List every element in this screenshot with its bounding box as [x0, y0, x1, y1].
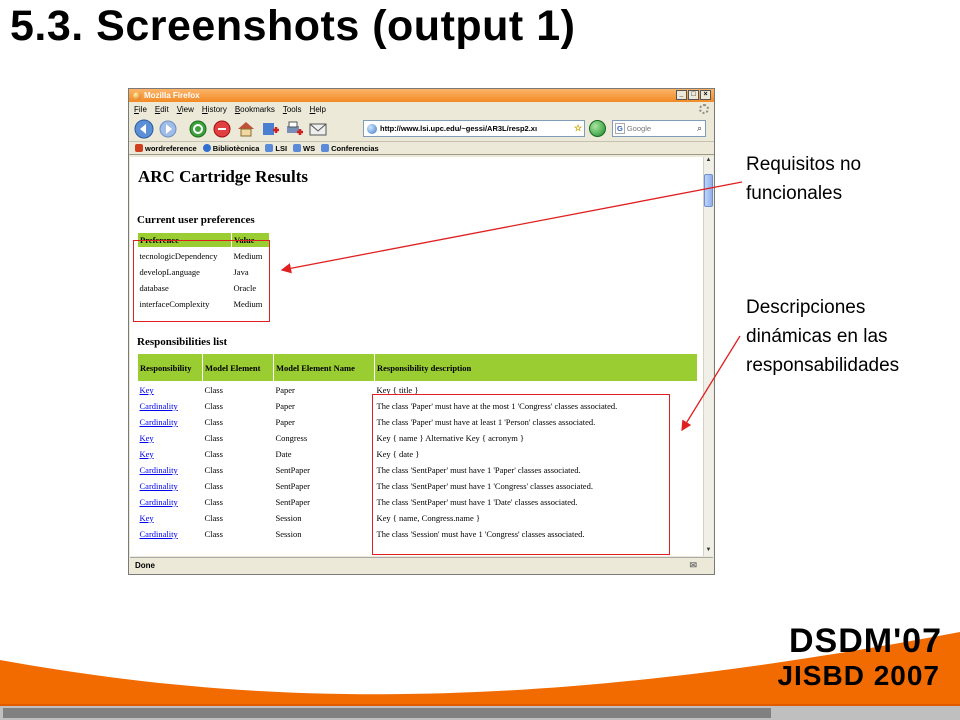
annotation-line: dinámicas en las — [746, 326, 888, 347]
annotation-line: funcionales — [746, 183, 843, 204]
arrow-to-descriptions — [682, 336, 740, 430]
model-element-cell: Class — [204, 448, 223, 459]
model-element-name-cell: SentPaper — [275, 480, 310, 491]
menu-file[interactable]: File — [134, 104, 147, 114]
menu-help[interactable]: Help — [309, 104, 327, 114]
model-element-name-cell: SentPaper — [275, 496, 310, 507]
menu-history[interactable]: History — [201, 104, 227, 114]
responsibility-link[interactable]: Cardinality — [139, 464, 178, 475]
page-title: ARC Cartridge Results — [138, 167, 308, 186]
model-element-cell: Class — [204, 512, 223, 523]
column-header: Value — [232, 233, 270, 248]
responsibility-link[interactable]: Cardinality — [139, 496, 178, 507]
bookmark-label: WS — [303, 143, 316, 153]
search-placeholder: Google — [626, 124, 652, 133]
responsibility-description-cell: Key { date } — [376, 448, 420, 459]
preference-name-cell: interfaceComplexity — [139, 298, 210, 309]
column-header: Model Element Name — [274, 354, 375, 382]
preference-value-cell: Medium — [233, 250, 263, 261]
scroll-down-icon[interactable]: ▼ — [705, 547, 712, 553]
model-element-cell: Class — [204, 384, 223, 395]
annotation-descripciones — [746, 293, 899, 380]
preference-value-cell: Oracle — [233, 282, 257, 293]
model-element-name-cell: Date — [275, 448, 292, 459]
menu-bookmarks[interactable]: Bookmarks — [234, 104, 275, 114]
logo-dsdm: DSDM'07 — [788, 622, 942, 660]
model-element-cell: Class — [204, 480, 223, 491]
responsibility-description-cell: Key { name } Alternative Key { acronym } — [376, 432, 525, 443]
annotation-line: Requisitos no — [746, 154, 862, 175]
close-button[interactable]: × — [700, 90, 711, 100]
maximize-button[interactable]: □ — [688, 90, 699, 100]
responsibility-link[interactable]: Cardinality — [139, 528, 178, 539]
responsibilities-heading: Responsibilities list — [137, 336, 228, 348]
annotation-requisitos — [746, 150, 861, 208]
url-text: http://www.lsi.upc.edu/~gessi/AR3L/resp2.xı — [380, 124, 538, 133]
scroll-up-icon[interactable]: ▲ — [705, 157, 712, 163]
preferences-heading: Current user preferences — [137, 214, 255, 226]
model-element-name-cell: Congress — [275, 432, 308, 443]
column-header: Model Element — [203, 354, 274, 382]
window-title: Mozilla Firefox — [144, 91, 200, 100]
responsibility-description-cell: The class 'Paper' must have at least 1 'Person' classes associated. — [376, 416, 596, 427]
responsibility-link[interactable]: Key — [139, 432, 154, 443]
menu-view[interactable]: View — [176, 104, 194, 114]
column-header: Responsibility description — [375, 354, 698, 382]
bookmark-label: Conferencias — [331, 143, 379, 153]
responsibility-description-cell: The class 'SentPaper' must have 1 'Paper' classes associated. — [376, 464, 581, 475]
search-icon[interactable]: ⌕ — [696, 123, 702, 133]
responsibility-description-cell: The class 'Session' must have 1 'Congress' classes associated. — [376, 528, 585, 539]
preference-name-cell: database — [139, 282, 169, 293]
model-element-name-cell: Paper — [275, 400, 295, 411]
slide-progress-bar — [0, 704, 960, 720]
responsibility-link[interactable]: Cardinality — [139, 480, 178, 491]
responsibility-description-cell: Key { name, Congress.name } — [376, 512, 481, 523]
model-element-cell: Class — [204, 496, 223, 507]
model-element-cell: Class — [204, 416, 223, 427]
model-element-cell: Class — [204, 464, 223, 475]
responsibility-description-cell: Key { title } — [376, 384, 419, 395]
column-header: Responsibility — [138, 354, 203, 382]
slide-title: 5.3. Screenshots (output 1) — [10, 2, 576, 50]
model-element-cell: Class — [204, 432, 223, 443]
model-element-name-cell: Session — [275, 512, 302, 523]
logo-jisbd: JISBD 2007 — [777, 660, 940, 691]
model-element-cell: Class — [204, 528, 223, 539]
slide-progress-fill — [3, 708, 771, 718]
model-element-name-cell: Paper — [275, 384, 295, 395]
responsibility-link[interactable]: Key — [139, 384, 154, 395]
model-element-name-cell: SentPaper — [275, 464, 310, 475]
preference-value-cell: Medium — [233, 298, 263, 309]
status-text: Done — [135, 561, 155, 570]
column-header: Preference — [138, 233, 232, 248]
responsibility-link[interactable]: Key — [139, 448, 154, 459]
arrow-to-preferences — [282, 182, 742, 270]
model-element-cell: Class — [204, 400, 223, 411]
annotation-line: responsabilidades — [746, 355, 900, 376]
model-element-name-cell: Paper — [275, 416, 295, 427]
annotation-line: Descripciones — [746, 297, 866, 318]
responsibility-description-cell: The class 'SentPaper' must have 1 'Date' classes associated. — [376, 496, 578, 507]
mail-status-icon: ✉ — [689, 560, 697, 570]
preference-value-cell: Java — [233, 266, 249, 277]
bookmark-star-icon[interactable]: ☆ — [574, 123, 583, 133]
preference-name-cell: tecnologicDependency — [139, 250, 218, 261]
responsibility-link[interactable]: Cardinality — [139, 416, 178, 427]
responsibility-link[interactable]: Cardinality — [139, 400, 178, 411]
bookmark-label: LSI — [275, 143, 288, 153]
responsibility-description-cell: The class 'SentPaper' must have 1 'Congress' classes associated. — [376, 480, 593, 491]
menu-tools[interactable]: Tools — [282, 104, 302, 114]
menu-edit[interactable]: Edit — [154, 104, 169, 114]
bookmark-label: Bibliotècnica — [212, 143, 260, 153]
bookmark-label: wordreference — [145, 143, 197, 153]
model-element-name-cell: Session — [275, 528, 302, 539]
preference-name-cell: developLanguage — [139, 266, 200, 277]
minimize-button[interactable]: _ — [676, 90, 687, 100]
responsibility-description-cell: The class 'Paper' must have at the most 1 'Congress' classes associated. — [376, 400, 618, 411]
google-icon: G — [617, 124, 623, 133]
responsibility-link[interactable]: Key — [139, 512, 154, 523]
